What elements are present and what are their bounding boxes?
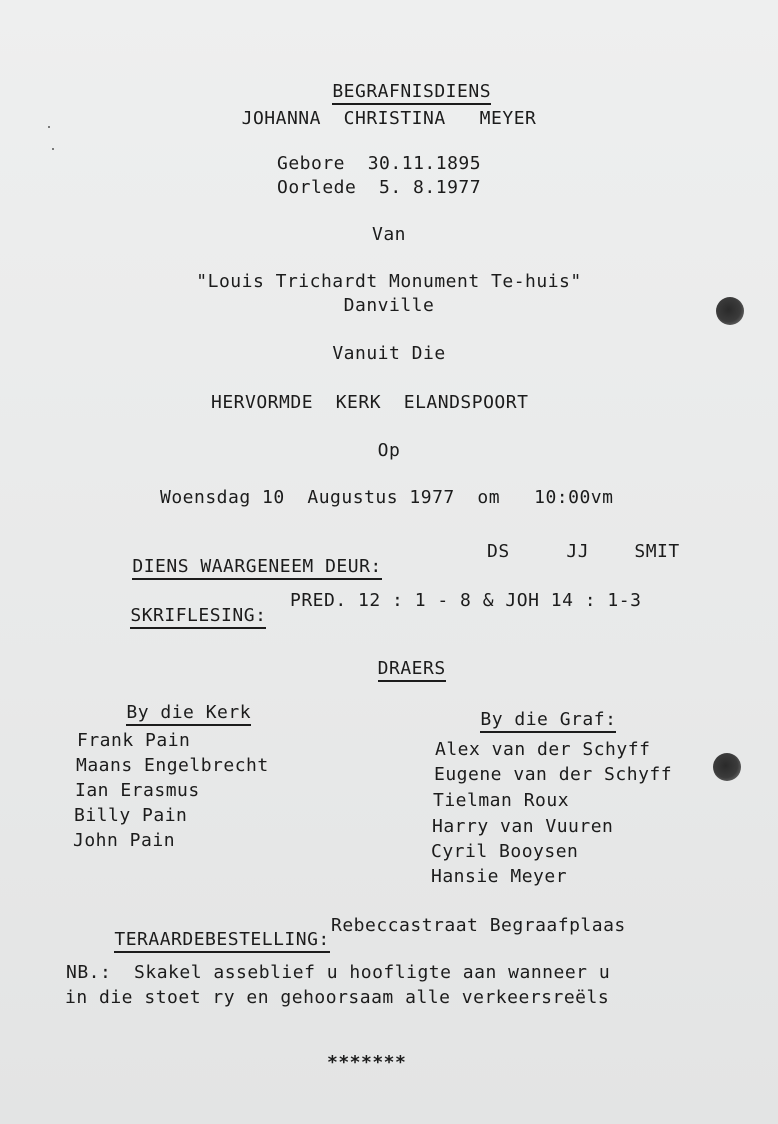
service-minister: DS JJ SMIT: [487, 541, 680, 562]
document-title: BEGRAFNISDIENS: [332, 81, 491, 105]
scripture-label: SKRIFLESING:: [130, 605, 266, 629]
died-row: [277, 177, 481, 198]
note-line-2: in die stoet ry en gehoorsaam alle verkeersreëls: [65, 987, 610, 1008]
list-item: Frank Pain: [77, 730, 191, 751]
list-item: Tielman Roux: [433, 790, 570, 811]
date-time: Woensdag 10 Augustus 1977 om 10:00vm: [160, 487, 614, 508]
town-name: Danville: [343, 295, 435, 316]
list-item: Ian Erasmus: [75, 780, 200, 801]
paper-speck: [52, 148, 54, 150]
bearers-heading: DRAERS: [378, 658, 446, 682]
deceased-name: JOHANNA CHRISTINA MEYER: [241, 108, 537, 129]
service-label: DIENS WAARGENEEM DEUR:: [132, 556, 381, 580]
died-label: Oorlede: [277, 177, 357, 198]
list-item: Eugene van der Schyff: [434, 764, 673, 785]
burial-label: TERAARDEBESTELLING:: [114, 929, 329, 953]
born-date: 30.11.1895: [367, 153, 482, 174]
list-item: Harry van Vuuren: [432, 816, 614, 837]
born-row: [277, 153, 481, 174]
burial-place: Rebeccastraat Begraafplaas: [331, 915, 626, 936]
home-name: "Louis Trichardt Monument Te-huis": [196, 271, 582, 292]
punch-hole-bottom: [713, 753, 741, 781]
born-label: Gebore: [277, 153, 346, 174]
list-item: Alex van der Schyff: [435, 739, 651, 760]
church-name: HERVORMDE KERK ELANDSPOORT: [211, 392, 529, 413]
list-item: Billy Pain: [74, 805, 188, 826]
on-label: Op: [377, 440, 401, 461]
grave-bearers-heading: By die Graf:: [480, 709, 616, 733]
from-label: Van: [371, 224, 406, 245]
from-the-label: Vanuit Die: [332, 343, 446, 364]
list-item: Hansie Meyer: [431, 866, 568, 887]
died-date: 5. 8.1977: [379, 177, 482, 198]
list-item: Cyril Booysen: [431, 841, 579, 862]
church-bearers-heading: By die Kerk: [126, 702, 251, 726]
list-item: Maans Engelbrecht: [76, 755, 269, 776]
footer-asterisks: *******: [327, 1052, 407, 1073]
scripture-reading: PRED. 12 : 1 - 8 & JOH 14 : 1-3: [290, 590, 642, 611]
list-item: John Pain: [73, 830, 176, 851]
note-line-1: NB.: Skakel asseblief u hoofligte aan wanneer u: [66, 962, 611, 983]
